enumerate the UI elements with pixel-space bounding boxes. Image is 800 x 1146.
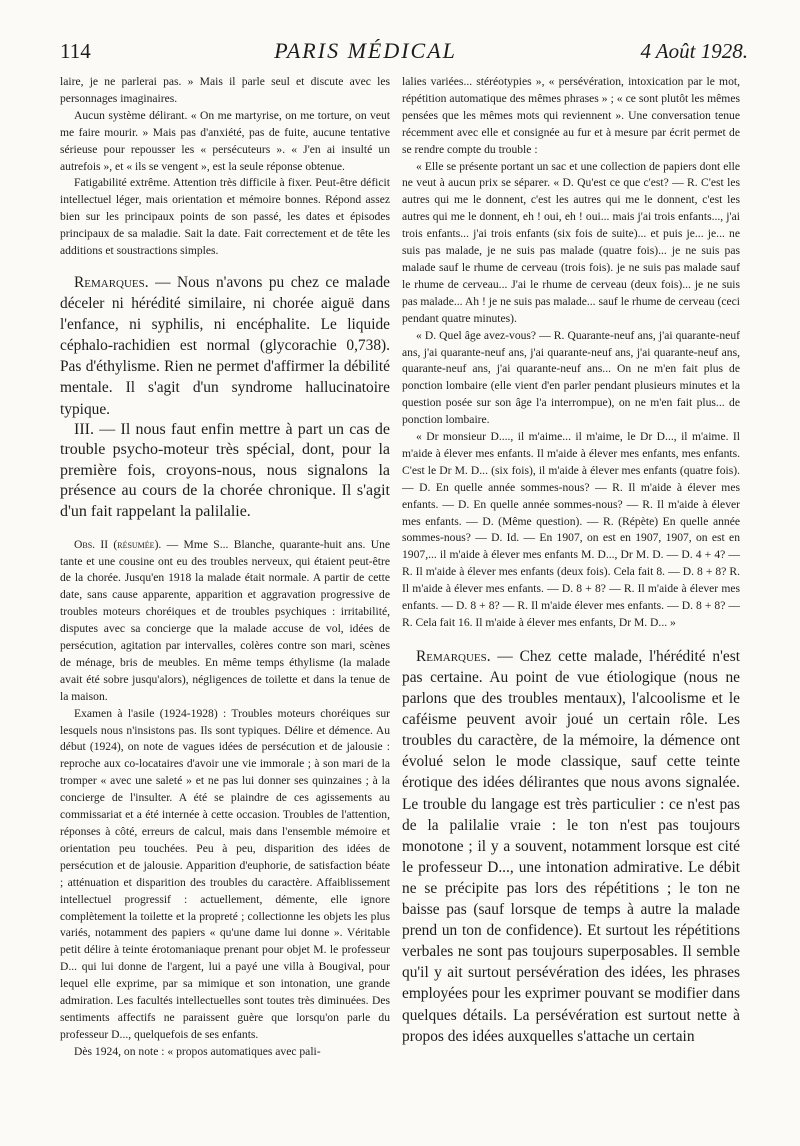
observation-label: Obs. II (résumée). [74, 537, 162, 551]
remarques-label: Remarques. [416, 647, 491, 665]
remarques-paragraph [60, 272, 390, 420]
paragraph: Dès 1924, on note : « propos automatiques avec pali- [74, 1044, 321, 1058]
paragraph: laire, je ne parlerai pas. » Mais il parle seul et discute avec les personnages imaginaires. [60, 75, 390, 105]
right-column [402, 74, 740, 1047]
remarques-text: — Chez cette malade, l'hérédité n'est pas certaine. Au point de vue étiologique (nous ne parlons que des troubles mentaux), l'alcoolisme et le caféisme peuvent avoir joué un certain rôle. Les troubles du caractère, de la mémoire, la démence ont évolué selon le mode classique, sauf cette teinte érotique des idées délirantes que nous avons signalée. Le trouble du langage est très particulier : ce n'est pas de la palilalie vraie : le ton n'est pas toujours monotone ; il y a souvent, notamment lorsque est cité le professeur D..., une intonation admirative. Le débit ne se précipite pas lors des répétitions ; le ton ne baisse pas (sauf lorsque de temps à autre la malade prend un ton de confidence). Et surtout les répétitions verbales ne sont pas toujours superposables. Il semble qu'il y ait surtout persévération des idées, les phrases employées pour les exprimer pouvant se modifier dans quelques détails. La persévération est surtout nette à propos des idées auxquelles s'attache un certain [402, 647, 740, 1045]
dialogue-quote: « Dr monsieur D...., il m'aime... il m'aime, le Dr D..., il m'aime. Il m'aide à élever mes enfants. Il m'aide à élever mes enfants, mes enfants. C'est le Dr M. D... (six fois), il m'aide à élever mes enfants (quatre fois). — D. En quelle année sommes-nous? — R. Il m'aide à élever mes enfants. — D. En quelle année sommes-nous? — R. Il m'aide à élever mes enfants. — D. (Même question). — R. (Répète) En quelle année sommes-nous? — D. Id. — En 1907, on est en 1907, 1907, on est en 1907,... il m'aide à élever mes enfants M. D..., Dr M. D. — D. 4 + 4? — R. Il m'aide à élever mes enfants (deux fois). Cela fait 8. — D. 8 + 8? R. Il m'aide à élever mes enfants. — D. 8 + 8? — R. Il m'aide à élever mes enfants. — D. 8 + 8? — R. Il m'aide élever mes enfants. — D. 8 + 8? — R. Cela fait 16. Il m'aide à élever mes enfants, Dr M. D... » [402, 430, 740, 629]
observation-paragraph [60, 537, 390, 706]
left-column [60, 74, 390, 1061]
issue-date: 4 Août 1928. [640, 39, 748, 63]
journal-title: PARIS MÉDICAL [274, 38, 457, 63]
remarques-text: — Nous n'avons pu chez ce malade déceler ni hérédité similaire, ni chorée aiguë dans l'enfance, ni syphilis, ni encéphalite. Le liquide céphalo-rachidien est normal (glycorachie 0,738). Pas d'éthylisme. Rien ne permet d'affirmer la débilité mentale. Il s'agit d'un syndrome hallucinatoire typique. [60, 273, 390, 418]
section-three: III. — Il nous faut enfin mettre à part un cas de trouble psycho-moteur très spécial, dont, pour la première fois, croyons-nous, nous signalons la présence au cours de la chorée chronique. Il s'agit d'un fait rappelant la palilalie. [60, 420, 390, 520]
dialogue-quote: « Elle se présente portant un sac et une collection de papiers dont elle ne veut à aucun prix se séparer. « D. Qu'est ce que c'est? — R. C'est les autres qui me le donnent, c'est les autres qui me le donnent, c'est les autres qui me le donnent, eh ! oui, eh ! oui... mais j'ai trois enfants..., j'ai trois enfants... j'ai trois enfants (six fois de suite)... et puis je... je... ne suis pas malade, je ne suis pas malade (quatre fois)... je ne suis pas malade sauf le rhume de cerveau (trois fois). je ne suis pas malade sauf le rhume de cerveau... J'ai le rhume de cerveau (deux fois)... je ne suis pas malade... Ah ! je ne suis pas malade... sauf le rhume de cerveau (ceci pendant quatre minutes). [402, 159, 740, 325]
page-header [60, 38, 748, 68]
dialogue-quote: « D. Quel âge avez-vous? — R. Quarante-neuf ans, j'ai quarante-neuf ans, j'ai quarante-neuf ans, j'ai quarante-neuf ans, j'ai quarante-neuf ans, quarante-neuf ans, j'ai quarante-neuf ans... On ne m'en fait plus de ponction lombaire (elle vient d'en parler pendant plusieurs minutes et la question posée sur son âge l'a interrompue), on ne m'en fait plus... de ponction lombaire. [402, 328, 740, 427]
paragraph: Aucun système délirant. « On me martyrise, on me torture, on veut me faire mourir. » Mais pas d'anxiété, pas de fuite, aucune tentative sérieuse pour repousser les « persécuteurs ». « J'en ai insulté un autrefois », et « ils se vengent », est la seule réponse obtenue. [60, 108, 390, 173]
paragraph: Fatigabilité extrême. Attention très difficile à fixer. Peut-être déficit intellectuel léger, mais orientation et mémoire bonnes. Répond assez bien sur les principaux points de son passé, les dates et épisodes principaux de sa maladie. Sait la date. Fait correctement et de tête les additions et soustractions simples. [60, 176, 390, 258]
remarques-label: Remarques. [74, 273, 149, 291]
paragraph: lalies variées... stéréotypies », « persévération, intoxication par le mot, répétition automatique des mêmes phrases » ; « ce sont plutôt les mêmes pensées que les mêmes mots qui reviennent ». Une conversation tenue récemment avec elle et consignée au fur et à mesure par écrit permet de se rendre compte du trouble : [402, 75, 740, 156]
page-number: 114 [60, 39, 91, 63]
paragraph: Examen à l'asile (1924-1928) : Troubles moteurs choréiques sur lesquels nous n'insistons pas. Ils sont typiques. Délire et démence. Au début (1924), on note de vagues idées de persécution et de jalousie : reproche aux co-locataires d'avoir une vie immorale ; à son mari de la tromper « avec une saleté » et ne pas lui donner ses quinzaines ; à la concierge de l'insulter. A été se plaindre de ces agissements au commissariat et a été internée à cette occasion. Troubles de l'attention, réponses à côté, erreurs de calcul, mais dans l'ensemble mémoire et orientation peu touchées. Peu à peu, disparition des idées de persécution et de jalousie. Apparition d'euphorie, de satisfaction béate ; atténuation et disparition des troubles du caractère. Affaiblissement intellectuel progressif : actuellement, démente, elle ignore complètement la toilette et la propreté ; collectionne les objets les plus variés, notamment des papiers « qu'une dame lui donne ». Véritable petit délire à teinte érotomaniaque prenant pour objet M. le professeur D... qui lui donne de l'argent, lui a payé une villa à Bougival, pour lequel elle exprime, par sa mimique et son intonation, une grande admiration. Les facultés intellectuelles sont toutes très diminuées. Des sentiments affectifs ne paraissent guère que lorsqu'on parle du professeur D..., quelquefois de ses enfants. [60, 706, 390, 1041]
observation-text: — Mme S... Blanche, quarante-huit ans. Une tante et une cousine ont eu des troubles nerveux, qui étaient peut-être de la chorée. Jusqu'en 1918 la malade était normale. A partir de cette date, sans cause apparente, apparition et aggravation progressive de troubles moteurs choréiques et de troubles psychiques : irritabilité, disputes avec sa concierge que la malade accuse de vol, idées de persécution, agitation par intervalles, colères contre son mari, scènes de ménage, bris de meubles. En même temps éthylisme (la malade avait été sobre jusqu'alors), négligences de toilette et dans la tenue de la maison. [60, 537, 391, 703]
remarques-paragraph [402, 646, 740, 1047]
